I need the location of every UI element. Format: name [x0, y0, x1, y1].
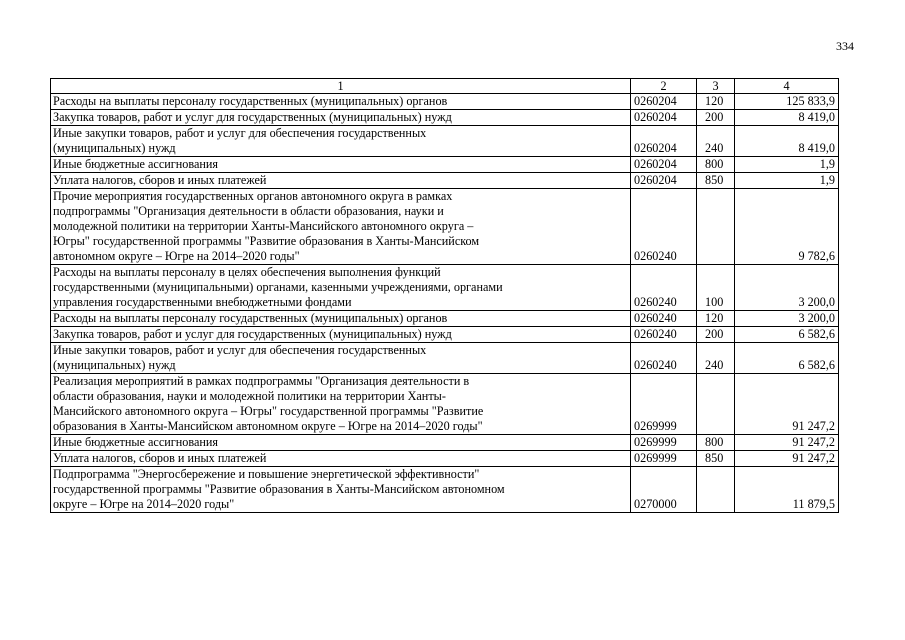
cell-code: 0260240: [631, 343, 697, 374]
table-row: [51, 467, 839, 513]
header-cell-amount: 4: [735, 79, 839, 94]
cell-type: [697, 189, 735, 265]
cell-amount: 1,9: [735, 173, 839, 189]
cell-name: Иные закупки товаров, работ и услуг для обеспечения государственных (муниципальных) нужд: [51, 343, 631, 374]
cell-type: 200: [697, 110, 735, 126]
cell-code: 0260240: [631, 189, 697, 265]
header-cell-name: 1: [51, 79, 631, 94]
table-row: [51, 173, 839, 189]
cell-type: 240: [697, 343, 735, 374]
table-row: [51, 327, 839, 343]
cell-amount: 6 582,6: [735, 343, 839, 374]
cell-amount: 3 200,0: [735, 265, 839, 311]
cell-code: 0260240: [631, 327, 697, 343]
table-row: [51, 311, 839, 327]
cell-name: Иные бюджетные ассигнования: [51, 435, 631, 451]
cell-name: Иные закупки товаров, работ и услуг для обеспечения государственных (муниципальных) нужд: [51, 126, 631, 157]
cell-name: Реализация мероприятий в рамках подпрограммы "Организация деятельности в области образования, науки и молодежной политики на территории Ханты- Мансийского автономного округа – Югры" государственной программы "Развитие образования в Ханты-Мансийском автономном округе – Югре на 2014–2020 годы": [51, 374, 631, 435]
cell-type: 100: [697, 265, 735, 311]
cell-amount: 91 247,2: [735, 374, 839, 435]
table-row: [51, 265, 839, 311]
cell-code: 0260240: [631, 265, 697, 311]
table-row: [51, 343, 839, 374]
budget-table: [50, 78, 839, 513]
cell-code: 0269999: [631, 451, 697, 467]
header-cell-type: 3: [697, 79, 735, 94]
cell-type: 850: [697, 451, 735, 467]
cell-code: 0269999: [631, 435, 697, 451]
cell-amount: 8 419,0: [735, 126, 839, 157]
table-row: [51, 157, 839, 173]
cell-amount: 91 247,2: [735, 435, 839, 451]
cell-name: Закупка товаров, работ и услуг для государственных (муниципальных) нужд: [51, 110, 631, 126]
cell-name: Закупка товаров, работ и услуг для государственных (муниципальных) нужд: [51, 327, 631, 343]
cell-type: 120: [697, 94, 735, 110]
cell-code: 0260240: [631, 311, 697, 327]
table-row: [51, 189, 839, 265]
cell-amount: 3 200,0: [735, 311, 839, 327]
cell-type: 120: [697, 311, 735, 327]
cell-type: [697, 467, 735, 513]
cell-code: 0260204: [631, 157, 697, 173]
cell-code: 0260204: [631, 126, 697, 157]
cell-code: 0270000: [631, 467, 697, 513]
table-row: [51, 451, 839, 467]
cell-name: Расходы на выплаты персоналу государственных (муниципальных) органов: [51, 311, 631, 327]
cell-type: 800: [697, 157, 735, 173]
cell-amount: 9 782,6: [735, 189, 839, 265]
cell-type: 850: [697, 173, 735, 189]
cell-name: Прочие мероприятия государственных органов автономного округа в рамках подпрограммы "Организация деятельности в области образования, науки и молодежной политики на территории Ханты-Мансийского автономного округа – Югры" государственной программы "Развитие образования в Ханты-Мансийском автономном округе – Югре на 2014–2020 годы": [51, 189, 631, 265]
cell-amount: 8 419,0: [735, 110, 839, 126]
table-row: [51, 126, 839, 157]
page-number: 334: [836, 39, 854, 53]
table-row: [51, 110, 839, 126]
cell-name: Иные бюджетные ассигнования: [51, 157, 631, 173]
cell-amount: 11 879,5: [735, 467, 839, 513]
cell-amount: 6 582,6: [735, 327, 839, 343]
cell-code: 0269999: [631, 374, 697, 435]
cell-name: Уплата налогов, сборов и иных платежей: [51, 173, 631, 189]
cell-type: 200: [697, 327, 735, 343]
cell-name: Расходы на выплаты персоналу государственных (муниципальных) органов: [51, 94, 631, 110]
header-cell-code: 2: [631, 79, 697, 94]
cell-amount: 91 247,2: [735, 451, 839, 467]
cell-code: 0260204: [631, 94, 697, 110]
table-row: [51, 374, 839, 435]
table-row: [51, 435, 839, 451]
cell-type: 800: [697, 435, 735, 451]
table-header-row: [51, 79, 839, 94]
cell-type: 240: [697, 126, 735, 157]
table-row: [51, 94, 839, 110]
cell-amount: 125 833,9: [735, 94, 839, 110]
cell-code: 0260204: [631, 110, 697, 126]
cell-name: Расходы на выплаты персоналу в целях обеспечения выполнения функций государственными (муниципальными) органами, казенными учреждениями, органами управления государственными внебюджетными фондами: [51, 265, 631, 311]
cell-amount: 1,9: [735, 157, 839, 173]
cell-name: Уплата налогов, сборов и иных платежей: [51, 451, 631, 467]
cell-name: Подпрограмма "Энергосбережение и повышение энергетической эффективности" государственной программы "Развитие образования в Ханты-Мансийском автономном округе – Югре на 2014–2020 годы": [51, 467, 631, 513]
cell-code: 0260204: [631, 173, 697, 189]
cell-type: [697, 374, 735, 435]
